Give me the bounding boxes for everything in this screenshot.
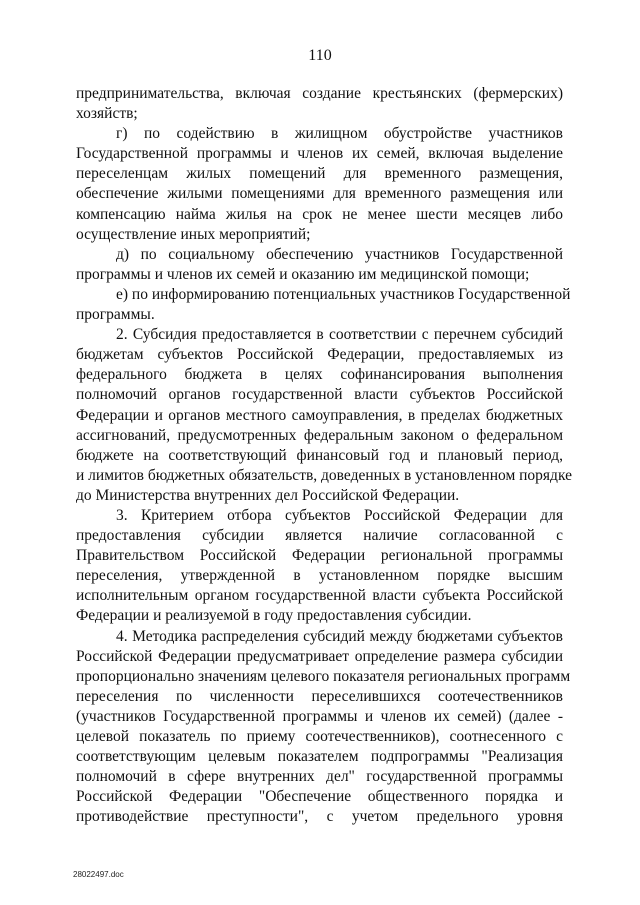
text-line: переселенцам жилых помещений для временного размещения, (76, 165, 563, 183)
paragraph-p1 (76, 124, 563, 245)
text-line: Российской Федерации "Обеспечение общественного порядка и (76, 788, 563, 806)
text-line: пропорционально значениям целевого показателя региональных программ (76, 667, 571, 685)
text-line: полномочий органов государственной власти субъектов Российской (76, 386, 563, 404)
text-line: 4. Методика распределения субсидий между бюджетами субъектов (116, 627, 563, 645)
text-line: Государственной программы и членов их семей, включая выделение (76, 145, 563, 163)
text-line: бюджете на соответствующий финансовый год и плановый период, (76, 446, 563, 464)
text-line: и лимитов бюджетных обязательств, доведенных в установленном порядке (76, 466, 572, 484)
text-line: Российской Федерации предусматривает определение размера субсидии (76, 647, 563, 665)
text-line: программы и членов их семей и оказанию им медицинской помощи; (76, 265, 530, 283)
text-line: обеспечение жилыми помещениями для временного размещения или (76, 185, 563, 203)
text-line: осуществление иных мероприятий; (76, 225, 311, 243)
text-line: Федерации и реализуемой в году предоставления субсидии. (76, 607, 472, 625)
text-line: переселения, утвержденной в установленном порядке высшим (76, 567, 563, 585)
text-line: д) по социальному обеспечению участников Государственной (116, 245, 563, 263)
text-line: программы. (76, 306, 155, 324)
paragraph-p5 (76, 506, 563, 627)
text-line: до Министерства внутренних дел Российской Федерации. (76, 486, 460, 504)
paragraph-p0 (76, 84, 563, 124)
text-line: хозяйств; (76, 105, 138, 123)
text-line: е) по информированию потенциальных участников Государственной (116, 285, 571, 303)
text-line: федерального бюджета в целях софинансирования выполнения (76, 366, 563, 384)
text-line: г) по содействию в жилищном обустройстве участников (116, 125, 563, 143)
text-line: исполнительным органом государственной власти субъекта Российской (76, 587, 563, 605)
paragraph-p3 (76, 285, 571, 325)
paragraph-p2 (76, 245, 563, 285)
text-line: бюджетам субъектов Российской Федерации, предоставляемых из (76, 346, 563, 364)
text-line: ассигнований, предусмотренных федеральным законом о федеральном (76, 426, 563, 444)
page-number: 110 (308, 47, 332, 64)
text-line: полномочий в сфере внутренних дел" государственной программы (76, 768, 563, 786)
text-line: 2. Субсидия предоставляется в соответствии с перечнем субсидий (116, 326, 563, 344)
text-line: (участников Государственной программы и членов их семей) (далее - (76, 707, 563, 725)
text-line: предоставления субсидии является наличие согласованной с (76, 527, 563, 545)
text-line: целевой показатель по приему соотечественников), соотнесенного с (76, 728, 563, 745)
text-line: предпринимательства, включая создание крестьянских (фермерских) (76, 85, 563, 102)
paragraph-p6 (76, 627, 571, 828)
text-line: противодействие преступности", с учетом предельного уровня (76, 808, 563, 826)
text-line: переселения по численности переселившихся соотечественников (76, 687, 563, 705)
text-line: 3. Критерием отбора субъектов Российской Федерации для (116, 506, 563, 524)
text-line: компенсацию найма жилья на срок не менее шести месяцев либо (76, 205, 563, 223)
document-body (76, 84, 572, 827)
text-line: Федерации и органов местного самоуправления, в пределах бюджетных (76, 406, 563, 424)
text-line: соответствующим целевым показателем подпрограммы "Реализация (76, 748, 563, 766)
file-name-footer: 28022497.doc (73, 870, 124, 879)
paragraph-p4 (76, 325, 572, 506)
text-line: Правительством Российской Федерации региональной программы (76, 547, 563, 565)
